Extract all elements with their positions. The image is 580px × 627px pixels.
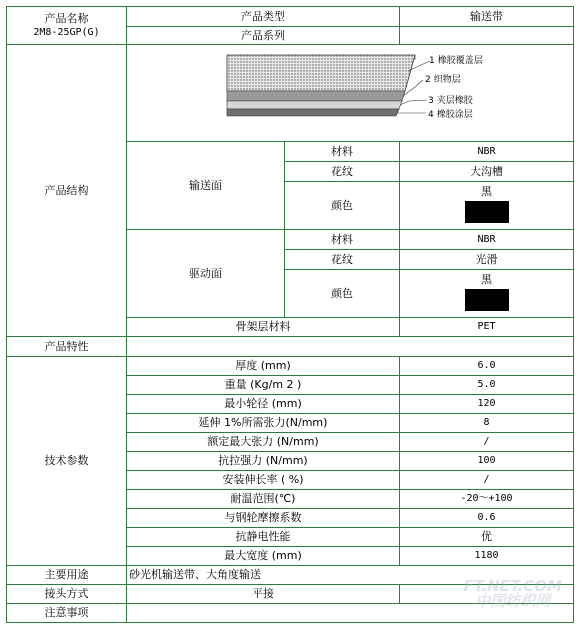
conveying-color-swatch [465, 201, 509, 223]
spec-table [6, 6, 574, 623]
usage-label: 主要用途 [7, 566, 127, 585]
drive-material-label: 材料 [285, 230, 400, 250]
joint-extra [400, 585, 574, 604]
leader-line-3 [400, 100, 427, 105]
drive-color-swatch [465, 289, 509, 311]
conveying-color-value: 黑 [481, 184, 492, 198]
tech-param-name: 最小轮径 (mm) [127, 395, 400, 414]
tech-param-value: / [400, 433, 574, 452]
conveying-material-value: NBR [400, 142, 574, 162]
tech-param-name: 延伸 1%所需张力(N/mm) [127, 414, 400, 433]
layer-label-2: 2 织物层 [425, 74, 461, 85]
features-value [127, 337, 574, 357]
product-type-label: 产品类型 [127, 7, 400, 27]
drive-pattern-value: 光滑 [400, 250, 574, 270]
skeleton-label: 骨架层材料 [127, 318, 400, 337]
coating-layer [227, 109, 399, 116]
cover-rubber-layer [227, 55, 415, 91]
structure-diagram-cell [127, 45, 574, 142]
layer-label-1: 1 橡胶覆盖层 [429, 55, 483, 66]
tech-param-value: 100 [400, 452, 574, 471]
conveying-pattern-value: 大沟槽 [400, 162, 574, 182]
watermark-logo: FT.NET.COM 中国纺织网 [463, 577, 562, 610]
product-name-cell [7, 7, 127, 45]
usage-value: 砂光机输送带、大角度输送 [127, 566, 574, 585]
tech-param-name: 耐温范围(℃) [127, 490, 400, 509]
tech-param-name: 额定最大张力 (N/mm) [127, 433, 400, 452]
tech-param-value: 1180 [400, 547, 574, 566]
drive-face-label: 驱动面 [127, 230, 285, 318]
tech-param-value: 8 [400, 414, 574, 433]
structure-label: 产品结构 [7, 45, 127, 337]
product-type-value: 输送带 [400, 7, 574, 27]
tech-param-name: 安装伸长率 ( %) [127, 471, 400, 490]
layer-label-3: 3 夹层橡胶 [428, 95, 473, 106]
tech-param-name: 抗拉强力 (N/mm) [127, 452, 400, 471]
layer-label-4: 4 橡胶涂层 [428, 109, 473, 120]
belt-cross-section-diagram [129, 49, 571, 138]
tech-param-value: 0.6 [400, 509, 574, 528]
product-name-value: 2M8-25GP(G) [33, 26, 100, 38]
tech-param-name: 最大宽度 (mm) [127, 547, 400, 566]
tech-param-value: 优 [400, 528, 574, 547]
product-series-label: 产品系列 [127, 27, 400, 45]
fabric-layer [227, 91, 405, 101]
drive-pattern-label: 花纹 [285, 250, 400, 270]
joint-value: 平接 [127, 585, 400, 604]
tech-params-label: 技术参数 [7, 357, 127, 566]
tech-param-name: 抗静电性能 [127, 528, 400, 547]
conveying-face-label: 输送面 [127, 142, 285, 230]
tech-param-name: 与钢轮摩擦系数 [127, 509, 400, 528]
joint-label: 接头方式 [7, 585, 127, 604]
drive-material-value: NBR [400, 230, 574, 250]
tech-param-name: 厚度 (mm) [127, 357, 400, 376]
conveying-pattern-label: 花纹 [285, 162, 400, 182]
tech-param-value: / [400, 471, 574, 490]
notes-value [127, 604, 574, 623]
skeleton-value: PET [400, 318, 574, 337]
tech-param-value: 5.0 [400, 376, 574, 395]
tech-param-value: 6.0 [400, 357, 574, 376]
drive-color-label: 颜色 [285, 270, 400, 318]
belt-layers-illustration [129, 49, 569, 138]
drive-color-value: 黑 [481, 272, 492, 286]
conveying-color-cell [400, 182, 574, 230]
tech-param-name: 重量 (Kg/m 2 ) [127, 376, 400, 395]
tech-param-value: -20～+100 [400, 490, 574, 509]
middle-rubber-layer [227, 101, 402, 109]
drive-color-cell [400, 270, 574, 318]
tech-param-value: 120 [400, 395, 574, 414]
product-series-value [400, 27, 574, 45]
conveying-color-label: 颜色 [285, 182, 400, 230]
product-name-label: 产品名称 [44, 11, 89, 25]
notes-label: 注意事项 [7, 604, 127, 623]
conveying-material-label: 材料 [285, 142, 400, 162]
features-label: 产品特性 [7, 337, 127, 357]
